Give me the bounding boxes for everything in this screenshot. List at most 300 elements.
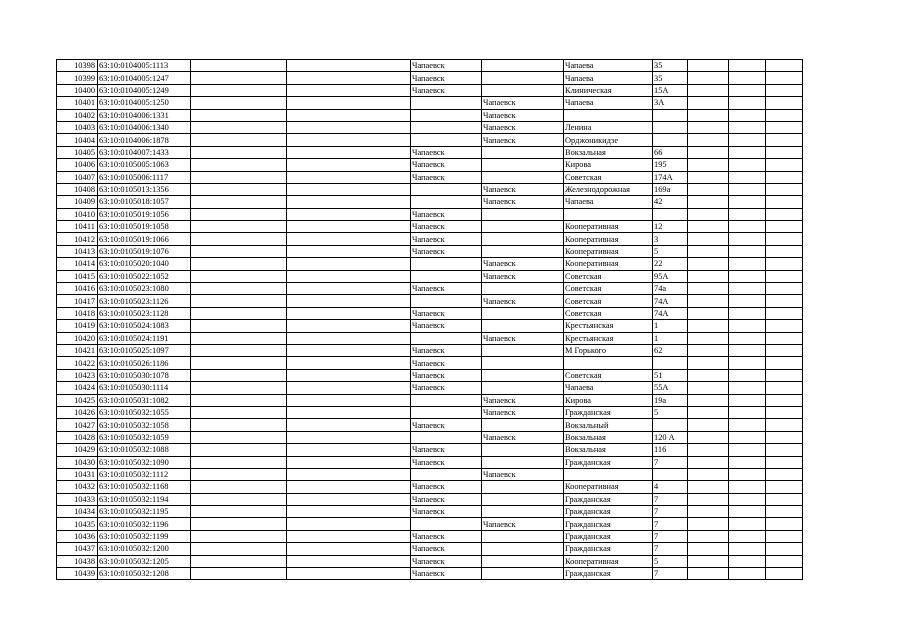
city-col-a-cell xyxy=(411,258,482,270)
row-number-cell: 10439 xyxy=(57,568,98,580)
city-col-b-cell: Чапаевск xyxy=(482,258,564,270)
city-col-b-cell: Чапаевск xyxy=(482,97,564,109)
city-col-b-cell xyxy=(482,481,564,493)
street-cell: Вокзальная xyxy=(564,444,653,456)
house-number-cell: 1 xyxy=(653,332,688,344)
column-3-cell xyxy=(191,394,287,406)
column-9-cell xyxy=(688,146,729,158)
column-11-cell xyxy=(766,369,803,381)
row-number-cell: 10428 xyxy=(57,431,98,443)
table-row xyxy=(57,233,803,245)
street-cell: Вокзальная xyxy=(564,146,653,158)
column-4-cell xyxy=(287,307,411,319)
cadastral-number-cell: 63:10:0105019:1056 xyxy=(98,208,191,220)
house-number-cell: 3 xyxy=(653,233,688,245)
city-col-a-cell: Чапаевск xyxy=(411,208,482,220)
column-9-cell xyxy=(688,431,729,443)
column-11-cell xyxy=(766,208,803,220)
column-4-cell xyxy=(287,134,411,146)
street-cell: Гражданская xyxy=(564,568,653,580)
row-number-cell: 10438 xyxy=(57,555,98,567)
column-9-cell xyxy=(688,481,729,493)
street-cell xyxy=(564,109,653,121)
city-col-a-cell: Чапаевск xyxy=(411,146,482,158)
column-3-cell xyxy=(191,221,287,233)
column-3-cell xyxy=(191,208,287,220)
column-10-cell xyxy=(729,221,766,233)
house-number-cell: 7 xyxy=(653,543,688,555)
city-col-a-cell: Чапаевск xyxy=(411,221,482,233)
city-col-b-cell xyxy=(482,146,564,158)
column-4-cell xyxy=(287,258,411,270)
house-number-cell: 120 А xyxy=(653,431,688,443)
street-cell: Чапаева xyxy=(564,382,653,394)
row-number-cell: 10424 xyxy=(57,382,98,394)
city-col-a-cell xyxy=(411,332,482,344)
column-4-cell xyxy=(287,208,411,220)
column-10-cell xyxy=(729,159,766,171)
city-col-a-cell xyxy=(411,431,482,443)
column-10-cell xyxy=(729,233,766,245)
column-11-cell xyxy=(766,183,803,195)
street-cell: Кооперативная xyxy=(564,245,653,257)
street-cell: Советская xyxy=(564,171,653,183)
cadastral-number-cell: 63:10:0105020:1040 xyxy=(98,258,191,270)
city-col-a-cell: Чапаевск xyxy=(411,555,482,567)
table-row xyxy=(57,444,803,456)
city-col-b-cell: Чапаевск xyxy=(482,332,564,344)
street-cell: Гражданская xyxy=(564,493,653,505)
column-10-cell xyxy=(729,121,766,133)
city-col-b-cell xyxy=(482,493,564,505)
column-3-cell xyxy=(191,456,287,468)
city-col-a-cell xyxy=(411,97,482,109)
city-col-b-cell xyxy=(482,344,564,356)
row-number-cell: 10398 xyxy=(57,60,98,72)
city-col-b-cell xyxy=(482,60,564,72)
cadastral-number-cell: 63:10:0105032:1059 xyxy=(98,431,191,443)
cadastral-number-cell: 63:10:0104005:1249 xyxy=(98,84,191,96)
city-col-a-cell: Чапаевск xyxy=(411,60,482,72)
column-10-cell xyxy=(729,196,766,208)
column-10-cell xyxy=(729,208,766,220)
row-number-cell: 10411 xyxy=(57,221,98,233)
column-10-cell xyxy=(729,431,766,443)
row-number-cell: 10421 xyxy=(57,344,98,356)
city-col-a-cell xyxy=(411,121,482,133)
column-4-cell xyxy=(287,444,411,456)
column-11-cell xyxy=(766,258,803,270)
city-col-a-cell: Чапаевск xyxy=(411,493,482,505)
table-row xyxy=(57,183,803,195)
column-11-cell xyxy=(766,84,803,96)
table-row xyxy=(57,332,803,344)
cadastral-number-cell: 63:10:0105032:1196 xyxy=(98,518,191,530)
street-cell: Чапаева xyxy=(564,60,653,72)
column-10-cell xyxy=(729,307,766,319)
city-col-b-cell xyxy=(482,208,564,220)
column-9-cell xyxy=(688,233,729,245)
table-row xyxy=(57,97,803,109)
table-row xyxy=(57,320,803,332)
cadastral-number-cell: 63:10:0105031:1082 xyxy=(98,394,191,406)
house-number-cell: 7 xyxy=(653,506,688,518)
column-10-cell xyxy=(729,406,766,418)
street-cell: Гражданская xyxy=(564,530,653,542)
column-4-cell xyxy=(287,530,411,542)
column-11-cell xyxy=(766,543,803,555)
column-11-cell xyxy=(766,568,803,580)
city-col-a-cell xyxy=(411,270,482,282)
column-4-cell xyxy=(287,419,411,431)
column-3-cell xyxy=(191,543,287,555)
cadastral-number-cell: 63:10:0105030:1114 xyxy=(98,382,191,394)
table-row xyxy=(57,382,803,394)
house-number-cell: 5 xyxy=(653,245,688,257)
house-number-cell: 5 xyxy=(653,555,688,567)
column-3-cell xyxy=(191,121,287,133)
column-4-cell xyxy=(287,456,411,468)
table-row xyxy=(57,146,803,158)
column-3-cell xyxy=(191,84,287,96)
city-col-a-cell: Чапаевск xyxy=(411,456,482,468)
house-number-cell: 174А xyxy=(653,171,688,183)
street-cell: Советская xyxy=(564,283,653,295)
table-row xyxy=(57,109,803,121)
column-10-cell xyxy=(729,394,766,406)
column-11-cell xyxy=(766,394,803,406)
column-3-cell xyxy=(191,60,287,72)
column-10-cell xyxy=(729,283,766,295)
street-cell: Советская xyxy=(564,270,653,282)
column-3-cell xyxy=(191,468,287,480)
column-9-cell xyxy=(688,344,729,356)
row-number-cell: 10404 xyxy=(57,134,98,146)
column-4-cell xyxy=(287,159,411,171)
column-9-cell xyxy=(688,183,729,195)
city-col-a-cell xyxy=(411,196,482,208)
column-4-cell xyxy=(287,270,411,282)
street-cell: Вокзальная xyxy=(564,431,653,443)
city-col-a-cell: Чапаевск xyxy=(411,344,482,356)
column-4-cell xyxy=(287,481,411,493)
column-10-cell xyxy=(729,134,766,146)
column-4-cell xyxy=(287,369,411,381)
column-10-cell xyxy=(729,369,766,381)
column-4-cell xyxy=(287,506,411,518)
table-row xyxy=(57,221,803,233)
cadastral-number-cell: 63:10:0104005:1250 xyxy=(98,97,191,109)
table-row xyxy=(57,171,803,183)
row-number-cell: 10414 xyxy=(57,258,98,270)
cadastral-number-cell: 63:10:0105024:1191 xyxy=(98,332,191,344)
city-col-b-cell xyxy=(482,283,564,295)
city-col-b-cell xyxy=(482,84,564,96)
column-10-cell xyxy=(729,344,766,356)
house-number-cell: 51 xyxy=(653,369,688,381)
house-number-cell: 7 xyxy=(653,568,688,580)
street-cell: Гражданская xyxy=(564,456,653,468)
city-col-b-cell xyxy=(482,159,564,171)
row-number-cell: 10415 xyxy=(57,270,98,282)
house-number-cell: 4 xyxy=(653,481,688,493)
column-11-cell xyxy=(766,270,803,282)
row-number-cell: 10400 xyxy=(57,84,98,96)
column-4-cell xyxy=(287,146,411,158)
city-col-a-cell: Чапаевск xyxy=(411,419,482,431)
street-cell: М Горького xyxy=(564,344,653,356)
cadastral-number-cell: 63:10:0104006:1878 xyxy=(98,134,191,146)
table-row xyxy=(57,493,803,505)
column-11-cell xyxy=(766,121,803,133)
column-4-cell xyxy=(287,72,411,84)
column-3-cell xyxy=(191,146,287,158)
house-number-cell: 74а xyxy=(653,283,688,295)
city-col-b-cell xyxy=(482,382,564,394)
house-number-cell xyxy=(653,419,688,431)
column-10-cell xyxy=(729,506,766,518)
row-number-cell: 10435 xyxy=(57,518,98,530)
street-cell: Гражданская xyxy=(564,518,653,530)
column-3-cell xyxy=(191,344,287,356)
street-cell: Гражданская xyxy=(564,406,653,418)
column-4-cell xyxy=(287,295,411,307)
house-number-cell xyxy=(653,121,688,133)
column-3-cell xyxy=(191,369,287,381)
column-4-cell xyxy=(287,332,411,344)
table-row xyxy=(57,506,803,518)
city-col-b-cell xyxy=(482,555,564,567)
city-col-a-cell: Чапаевск xyxy=(411,382,482,394)
row-number-cell: 10399 xyxy=(57,72,98,84)
cadastral-number-cell: 63:10:0104006:1331 xyxy=(98,109,191,121)
street-cell: Кирова xyxy=(564,394,653,406)
cadastral-number-cell: 63:10:0105026:1186 xyxy=(98,357,191,369)
column-11-cell xyxy=(766,332,803,344)
column-9-cell xyxy=(688,530,729,542)
column-11-cell xyxy=(766,146,803,158)
city-col-b-cell xyxy=(482,369,564,381)
column-10-cell xyxy=(729,97,766,109)
house-number-cell: 15А xyxy=(653,84,688,96)
house-number-cell xyxy=(653,208,688,220)
city-col-b-cell: Чапаевск xyxy=(482,134,564,146)
column-3-cell xyxy=(191,444,287,456)
row-number-cell: 10425 xyxy=(57,394,98,406)
city-col-b-cell xyxy=(482,444,564,456)
column-11-cell xyxy=(766,134,803,146)
cadastral-number-cell: 63:10:0105005:1063 xyxy=(98,159,191,171)
city-col-a-cell xyxy=(411,406,482,418)
column-10-cell xyxy=(729,320,766,332)
city-col-b-cell: Чапаевск xyxy=(482,431,564,443)
column-9-cell xyxy=(688,221,729,233)
table-row xyxy=(57,456,803,468)
city-col-b-cell xyxy=(482,419,564,431)
column-11-cell xyxy=(766,431,803,443)
column-3-cell xyxy=(191,357,287,369)
table-row xyxy=(57,369,803,381)
column-9-cell xyxy=(688,159,729,171)
house-number-cell: 19а xyxy=(653,394,688,406)
column-10-cell xyxy=(729,419,766,431)
house-number-cell: 169а xyxy=(653,183,688,195)
city-col-b-cell xyxy=(482,357,564,369)
city-col-a-cell: Чапаевск xyxy=(411,481,482,493)
column-9-cell xyxy=(688,307,729,319)
column-3-cell xyxy=(191,493,287,505)
cadastral-number-cell: 63:10:0105032:1055 xyxy=(98,406,191,418)
table-row xyxy=(57,208,803,220)
row-number-cell: 10408 xyxy=(57,183,98,195)
city-col-b-cell: Чапаевск xyxy=(482,295,564,307)
column-10-cell xyxy=(729,270,766,282)
table-row xyxy=(57,60,803,72)
column-10-cell xyxy=(729,543,766,555)
street-cell: Чапаева xyxy=(564,97,653,109)
table-row xyxy=(57,159,803,171)
column-4-cell xyxy=(287,493,411,505)
column-9-cell xyxy=(688,357,729,369)
table-row xyxy=(57,357,803,369)
column-9-cell xyxy=(688,555,729,567)
city-col-a-cell: Чапаевск xyxy=(411,72,482,84)
street-cell: Орджоникидзе xyxy=(564,134,653,146)
table-row xyxy=(57,84,803,96)
street-cell xyxy=(564,208,653,220)
row-number-cell: 10416 xyxy=(57,283,98,295)
table-row xyxy=(57,344,803,356)
city-col-b-cell: Чапаевск xyxy=(482,406,564,418)
column-9-cell xyxy=(688,97,729,109)
cadastral-number-cell: 63:10:0104006:1340 xyxy=(98,121,191,133)
city-col-b-cell xyxy=(482,72,564,84)
column-4-cell xyxy=(287,171,411,183)
column-10-cell xyxy=(729,357,766,369)
city-col-a-cell: Чапаевск xyxy=(411,369,482,381)
city-col-a-cell: Чапаевск xyxy=(411,245,482,257)
column-11-cell xyxy=(766,555,803,567)
cadastral-number-cell: 63:10:0105032:1168 xyxy=(98,481,191,493)
house-number-cell: 55А xyxy=(653,382,688,394)
column-9-cell xyxy=(688,171,729,183)
column-10-cell xyxy=(729,493,766,505)
house-number-cell: 116 xyxy=(653,444,688,456)
column-10-cell xyxy=(729,444,766,456)
house-number-cell: 74А xyxy=(653,295,688,307)
cadastral-number-cell: 63:10:0105032:1199 xyxy=(98,530,191,542)
column-9-cell xyxy=(688,196,729,208)
city-col-a-cell: Чапаевск xyxy=(411,357,482,369)
column-4-cell xyxy=(287,196,411,208)
house-number-cell: 7 xyxy=(653,518,688,530)
table-row xyxy=(57,283,803,295)
column-9-cell xyxy=(688,72,729,84)
column-9-cell xyxy=(688,382,729,394)
house-number-cell: 5 xyxy=(653,406,688,418)
column-3-cell xyxy=(191,72,287,84)
street-cell: Кооперативная xyxy=(564,258,653,270)
column-11-cell xyxy=(766,344,803,356)
column-3-cell xyxy=(191,171,287,183)
column-11-cell xyxy=(766,506,803,518)
column-10-cell xyxy=(729,332,766,344)
cadastral-number-cell: 63:10:0105019:1058 xyxy=(98,221,191,233)
city-col-b-cell xyxy=(482,233,564,245)
street-cell: Кооперативная xyxy=(564,481,653,493)
column-10-cell xyxy=(729,456,766,468)
house-number-cell: 42 xyxy=(653,196,688,208)
column-10-cell xyxy=(729,84,766,96)
column-3-cell xyxy=(191,196,287,208)
column-11-cell xyxy=(766,109,803,121)
column-10-cell xyxy=(729,518,766,530)
house-number-cell: 35 xyxy=(653,72,688,84)
column-11-cell xyxy=(766,406,803,418)
column-9-cell xyxy=(688,258,729,270)
column-9-cell xyxy=(688,134,729,146)
street-cell: Вокзальный xyxy=(564,419,653,431)
cadastral-number-cell: 63:10:0105032:1088 xyxy=(98,444,191,456)
city-col-a-cell xyxy=(411,518,482,530)
street-cell: Крестьянская xyxy=(564,332,653,344)
street-cell xyxy=(564,468,653,480)
column-10-cell xyxy=(729,183,766,195)
table-row xyxy=(57,72,803,84)
city-col-a-cell: Чапаевск xyxy=(411,283,482,295)
street-cell: Советская xyxy=(564,369,653,381)
column-9-cell xyxy=(688,444,729,456)
house-number-cell: 22 xyxy=(653,258,688,270)
column-11-cell xyxy=(766,320,803,332)
street-cell: Советская xyxy=(564,295,653,307)
city-col-b-cell: Чапаевск xyxy=(482,394,564,406)
row-number-cell: 10419 xyxy=(57,320,98,332)
street-cell: Чапаева xyxy=(564,196,653,208)
column-3-cell xyxy=(191,307,287,319)
column-9-cell xyxy=(688,468,729,480)
row-number-cell: 10407 xyxy=(57,171,98,183)
column-9-cell xyxy=(688,121,729,133)
cadastral-number-cell: 63:10:0105023:1128 xyxy=(98,307,191,319)
house-number-cell xyxy=(653,468,688,480)
street-cell: Гражданская xyxy=(564,543,653,555)
column-3-cell xyxy=(191,159,287,171)
column-11-cell xyxy=(766,468,803,480)
cadastral-number-cell: 63:10:0105023:1126 xyxy=(98,295,191,307)
row-number-cell: 10432 xyxy=(57,481,98,493)
cadastral-number-cell: 63:10:0105019:1066 xyxy=(98,233,191,245)
column-3-cell xyxy=(191,295,287,307)
city-col-b-cell: Чапаевск xyxy=(482,196,564,208)
city-col-a-cell: Чапаевск xyxy=(411,159,482,171)
column-10-cell xyxy=(729,481,766,493)
column-3-cell xyxy=(191,283,287,295)
house-number-cell xyxy=(653,134,688,146)
column-11-cell xyxy=(766,481,803,493)
column-4-cell xyxy=(287,406,411,418)
column-3-cell xyxy=(191,382,287,394)
city-col-a-cell xyxy=(411,394,482,406)
cadastral-number-cell: 63:10:0104005:1247 xyxy=(98,72,191,84)
column-11-cell xyxy=(766,283,803,295)
city-col-b-cell xyxy=(482,320,564,332)
table-row xyxy=(57,295,803,307)
column-11-cell xyxy=(766,221,803,233)
column-3-cell xyxy=(191,320,287,332)
street-cell: Ленина xyxy=(564,121,653,133)
column-3-cell xyxy=(191,530,287,542)
